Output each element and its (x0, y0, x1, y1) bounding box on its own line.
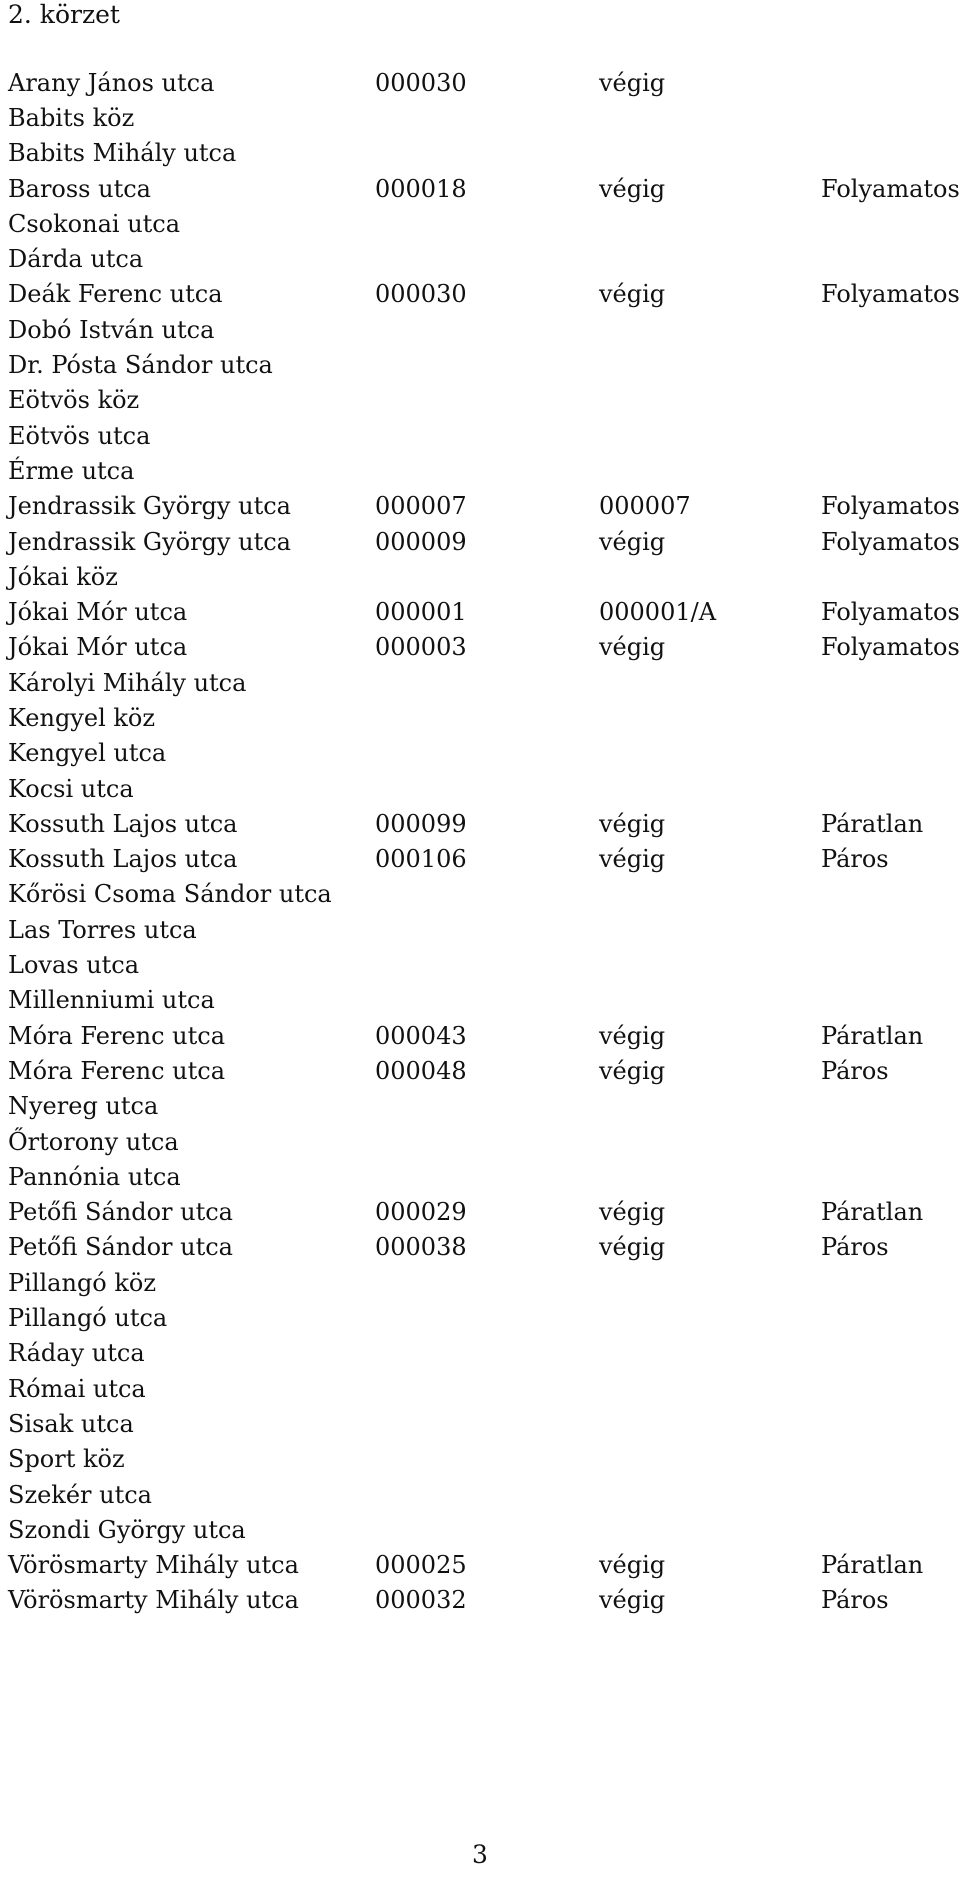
table-row (8, 171, 960, 206)
house-number-to-cell: végig (599, 527, 666, 556)
street-name-cell: Arany János utca (8, 68, 215, 97)
street-name-cell: Dobó István utca (8, 315, 215, 344)
table-row (8, 1265, 948, 1300)
house-number-from-cell: 000029 (375, 1198, 467, 1227)
table-row (8, 1053, 948, 1088)
table-row (8, 1018, 948, 1053)
house-number-to-cell: végig (599, 68, 666, 97)
street-name-cell: Deák Ferenc utca (8, 280, 223, 309)
page-number: 3 (472, 1840, 488, 1869)
street-name-cell: Baross utca (8, 174, 151, 203)
parity-cell: Folyamatos (821, 633, 960, 662)
street-name-cell: Dárda utca (8, 245, 144, 274)
table-row (8, 206, 948, 241)
table-row (8, 347, 948, 382)
street-name-cell: Kengyel utca (8, 739, 167, 768)
table-row (8, 241, 948, 276)
house-number-to-cell: végig (599, 1586, 666, 1615)
table-row (8, 700, 948, 735)
street-name-cell: Sisak utca (8, 1409, 134, 1438)
house-number-from-cell: 000018 (375, 174, 467, 203)
street-name-cell: Ráday utca (8, 1339, 145, 1368)
street-name-cell: Petőfi Sándor utca (8, 1198, 233, 1227)
table-row (8, 1477, 948, 1512)
street-name-cell: Jendrassik György utca (8, 527, 291, 556)
table-row (8, 1371, 948, 1406)
parity-cell: Folyamatos (821, 280, 960, 309)
street-name-cell: Vörösmarty Mihály utca (8, 1551, 299, 1580)
house-number-to-cell: végig (599, 1056, 666, 1085)
table-row (8, 65, 948, 100)
parity-cell: Páros (821, 845, 889, 874)
table-row (8, 630, 960, 665)
street-name-cell: Szondi György utca (8, 1515, 246, 1544)
house-number-from-cell: 000043 (375, 1021, 467, 1050)
street-name-cell: Pannónia utca (8, 1162, 181, 1191)
parity-cell: Folyamatos (821, 598, 960, 627)
table-row (8, 277, 960, 312)
table-row (8, 1124, 948, 1159)
table-row (8, 947, 948, 982)
house-number-to-cell: végig (599, 1551, 666, 1580)
house-number-to-cell: végig (599, 1233, 666, 1262)
house-number-to-cell: 000007 (599, 492, 691, 521)
table-row (8, 806, 948, 841)
street-name-cell: Kőrösi Csoma Sándor utca (8, 880, 332, 909)
street-name-cell: Babits Mihály utca (8, 139, 237, 168)
street-name-cell: Babits köz (8, 103, 135, 132)
street-name-cell: Csokonai utca (8, 209, 181, 238)
street-name-cell: Nyereg utca (8, 1092, 159, 1121)
house-number-from-cell: 000099 (375, 809, 467, 838)
street-name-cell: Lovas utca (8, 951, 140, 980)
street-name-cell: Jókai Mór utca (8, 633, 188, 662)
table-row (8, 736, 948, 771)
street-name-cell: Kossuth Lajos utca (8, 845, 238, 874)
table-row (8, 383, 948, 418)
parity-cell: Folyamatos (821, 527, 960, 556)
street-name-cell: Móra Ferenc utca (8, 1021, 226, 1050)
parity-cell: Páros (821, 1586, 889, 1615)
page-heading: 2. körzet (8, 0, 120, 29)
table-row (8, 312, 948, 347)
street-name-cell: Sport köz (8, 1445, 125, 1474)
table-row (8, 524, 960, 559)
table-row (8, 418, 948, 453)
table-row (8, 559, 948, 594)
house-number-to-cell: végig (599, 1198, 666, 1227)
parity-cell: Folyamatos (821, 492, 960, 521)
house-number-from-cell: 000030 (375, 68, 467, 97)
street-name-cell: Kengyel köz (8, 703, 156, 732)
street-list (8, 65, 960, 1618)
house-number-from-cell: 000003 (375, 633, 467, 662)
house-number-to-cell: végig (599, 809, 666, 838)
parity-cell: Páratlan (821, 809, 924, 838)
table-row (8, 1159, 948, 1194)
parity-cell: Folyamatos (821, 174, 960, 203)
parity-cell: Páratlan (821, 1198, 924, 1227)
parity-cell: Páros (821, 1056, 889, 1085)
table-row (8, 594, 960, 629)
table-row (8, 100, 948, 135)
street-name-cell: Kossuth Lajos utca (8, 809, 238, 838)
street-name-cell: Móra Ferenc utca (8, 1056, 226, 1085)
street-name-cell: Millenniumi utca (8, 986, 215, 1015)
street-name-cell: Vörösmarty Mihály utca (8, 1586, 299, 1615)
street-name-cell: Pillangó köz (8, 1268, 157, 1297)
street-name-cell: Jókai Mór utca (8, 598, 188, 627)
house-number-from-cell: 000030 (375, 280, 467, 309)
street-name-cell: Pillangó utca (8, 1304, 168, 1333)
table-row (8, 1300, 948, 1335)
parity-cell: Páros (821, 1233, 889, 1262)
street-name-cell: Eötvös köz (8, 386, 140, 415)
street-name-cell: Kocsi utca (8, 774, 134, 803)
street-name-cell: Jendrassik György utca (8, 492, 291, 521)
house-number-to-cell: 000001/A (599, 598, 717, 627)
table-row (8, 842, 948, 877)
street-name-cell: Las Torres utca (8, 915, 197, 944)
house-number-to-cell: végig (599, 174, 666, 203)
house-number-from-cell: 000025 (375, 1551, 467, 1580)
table-row (8, 136, 948, 171)
table-row (8, 1583, 948, 1618)
parity-cell: Páratlan (821, 1021, 924, 1050)
table-row (8, 983, 948, 1018)
street-name-cell: Eötvös utca (8, 421, 151, 450)
house-number-from-cell: 000001 (375, 598, 467, 627)
street-name-cell: Őrtorony utca (8, 1127, 179, 1156)
table-row (8, 877, 948, 912)
street-name-cell: Károlyi Mihály utca (8, 668, 247, 697)
table-row (8, 1512, 948, 1547)
table-row (8, 665, 948, 700)
house-number-from-cell: 000048 (375, 1056, 467, 1085)
street-name-cell: Római utca (8, 1374, 146, 1403)
house-number-to-cell: végig (599, 845, 666, 874)
house-number-from-cell: 000038 (375, 1233, 467, 1262)
street-name-cell: Érme utca (8, 456, 135, 485)
parity-cell: Páratlan (821, 1551, 924, 1580)
table-row (8, 771, 948, 806)
table-row (8, 1442, 948, 1477)
street-name-cell: Jókai köz (8, 562, 118, 591)
street-name-cell: Dr. Pósta Sándor utca (8, 351, 273, 380)
table-row (8, 453, 948, 488)
house-number-from-cell: 000009 (375, 527, 467, 556)
table-row (8, 912, 948, 947)
house-number-from-cell: 000007 (375, 492, 467, 521)
house-number-from-cell: 000032 (375, 1586, 467, 1615)
house-number-from-cell: 000106 (375, 845, 467, 874)
table-row (8, 1547, 948, 1582)
street-name-cell: Petőfi Sándor utca (8, 1233, 233, 1262)
house-number-to-cell: végig (599, 633, 666, 662)
street-name-cell: Szekér utca (8, 1480, 152, 1509)
table-row (8, 1089, 948, 1124)
table-row (8, 1406, 948, 1441)
house-number-to-cell: végig (599, 280, 666, 309)
table-row (8, 1336, 948, 1371)
table-row (8, 1195, 948, 1230)
table-row (8, 489, 960, 524)
table-row (8, 1230, 948, 1265)
house-number-to-cell: végig (599, 1021, 666, 1050)
